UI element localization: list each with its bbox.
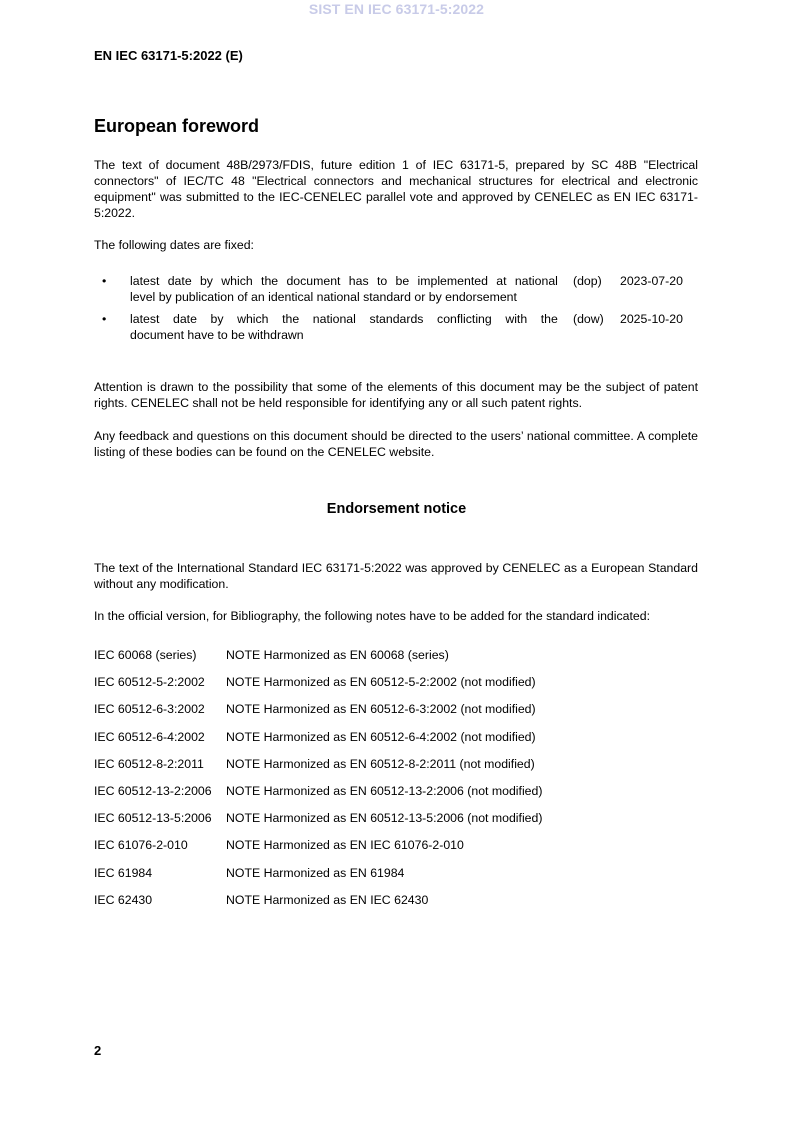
reference-standard: IEC 60512-5-2:2002 xyxy=(94,675,205,690)
reference-standard: IEC 62430 xyxy=(94,892,153,907)
date-item-dop-line2: level by publication of an identical national standard or by endorsement xyxy=(130,290,517,304)
reference-note: NOTE Harmonized as EN 61984 xyxy=(226,865,405,880)
bullet-word: by xyxy=(199,274,213,288)
date-value-dop: 2023-07-20 xyxy=(620,274,683,288)
page-number: 2 xyxy=(94,1043,102,1058)
endorsement-paragraph-1: The text of the International Standard IEC 63171-5:2022 was approved by CENELEC as a European Standard without any modification. xyxy=(94,561,698,591)
reference-note: NOTE Harmonized as EN 60512-5-2:2002 (not modified) xyxy=(226,675,536,690)
bullet-word: the xyxy=(282,312,300,326)
foreword-paragraph-patent: Attention is drawn to the possibility that some of the elements of this document may be the subject of patent rights. CENELEC shall not be held responsible for identifying any or all such patent rights. xyxy=(94,380,698,410)
reference-note: NOTE Harmonized as EN 60512-6-4:2002 (not modified) xyxy=(226,729,536,744)
reference-note: NOTE Harmonized as EN 60512-13-2:2006 (not modified) xyxy=(226,784,543,798)
foreword-paragraph-2: The following dates are fixed: xyxy=(94,238,254,252)
bullet-word: the xyxy=(261,274,279,288)
reference-note: NOTE Harmonized as EN IEC 61076-2-010 xyxy=(226,838,464,853)
reference-standard: IEC 60512-6-4:2002 xyxy=(94,729,205,744)
foreword-paragraph-feedback: Any feedback and questions on this document should be directed to the users’ national committee. A complete listing of these bodies can be found on the CENELEC website. xyxy=(94,429,698,459)
reference-note: NOTE Harmonized as EN IEC 62430 xyxy=(226,892,429,907)
bullet-word: implemented xyxy=(417,274,488,288)
date-code-dop: (dop) xyxy=(573,274,602,288)
watermark: SIST EN IEC 63171-5:2022 xyxy=(308,1,485,17)
bullet-word: be xyxy=(395,274,410,288)
date-value-dow: 2025-10-20 xyxy=(620,312,683,326)
reference-standard: IEC 61076-2-010 xyxy=(94,838,188,853)
date-item-dop-line1 xyxy=(130,273,558,289)
bullet-word: national xyxy=(514,274,558,288)
date-item-dop-text xyxy=(130,273,558,305)
bullet-word: to xyxy=(376,274,388,288)
bullet-word: national xyxy=(312,312,356,326)
reference-note: NOTE Harmonized as EN 60512-6-3:2002 (not modified) xyxy=(226,702,536,717)
bullet-word: with xyxy=(505,312,528,326)
bullet-word: the xyxy=(540,312,558,326)
document-id-header: EN IEC 63171-5:2022 (E) xyxy=(94,48,243,63)
bullet-word: which xyxy=(237,312,269,326)
bullet-word: date xyxy=(172,312,197,326)
bullet-word: at xyxy=(496,274,507,288)
bullet-word: latest xyxy=(130,274,160,288)
reference-standard: IEC 61984 xyxy=(94,865,153,880)
endorsement-paragraph-2: In the official version, for Bibliography, the following notes have to be added for the standard indicated: xyxy=(94,609,650,623)
reference-standard: IEC 60512-6-3:2002 xyxy=(94,702,205,717)
european-foreword-heading: European foreword xyxy=(94,116,260,136)
bullet-dop: • xyxy=(102,274,107,288)
bullet-word: has xyxy=(348,274,369,288)
bullet-word: which xyxy=(221,274,253,288)
reference-note: NOTE Harmonized as EN 60512-8-2:2011 (not modified) xyxy=(226,756,535,771)
reference-standard: IEC 60512-13-2:2006 xyxy=(94,784,212,798)
bullet-word: date xyxy=(167,274,192,288)
bullet-word: document xyxy=(286,274,341,288)
foreword-paragraph-1: The text of document 48B/2973/FDIS, future edition 1 of IEC 63171-5, prepared by SC 48B "Electrical connectors" of IEC/TC 48 "Electrical connectors and mechanical structures for electrical and electronic equipment" was submitted to the IEC-CENELEC parallel vote and approved by CENELEC as EN IEC 63171-5:2022. xyxy=(94,158,698,220)
bullet-word: standards xyxy=(369,312,424,326)
date-item-dow-text xyxy=(130,311,558,343)
bullet-word: latest xyxy=(130,312,160,326)
reference-note: NOTE Harmonized as EN 60512-13-5:2006 (not modified) xyxy=(226,811,543,826)
bullet-word: conflicting xyxy=(437,312,492,326)
reference-standard: IEC 60512-8-2:2011 xyxy=(94,756,204,771)
reference-standard: IEC 60512-13-5:2006 xyxy=(94,811,212,826)
reference-note: NOTE Harmonized as EN 60068 (series) xyxy=(226,648,449,662)
endorsement-notice-heading: Endorsement notice xyxy=(326,501,467,517)
reference-standard: IEC 60068 (series) xyxy=(94,648,197,662)
date-item-dow-line1 xyxy=(130,311,558,327)
bullet-word: by xyxy=(210,312,224,326)
bullet-dow: • xyxy=(102,312,107,326)
date-item-dow-line2: document have to be withdrawn xyxy=(130,328,304,342)
date-code-dow: (dow) xyxy=(573,312,604,326)
